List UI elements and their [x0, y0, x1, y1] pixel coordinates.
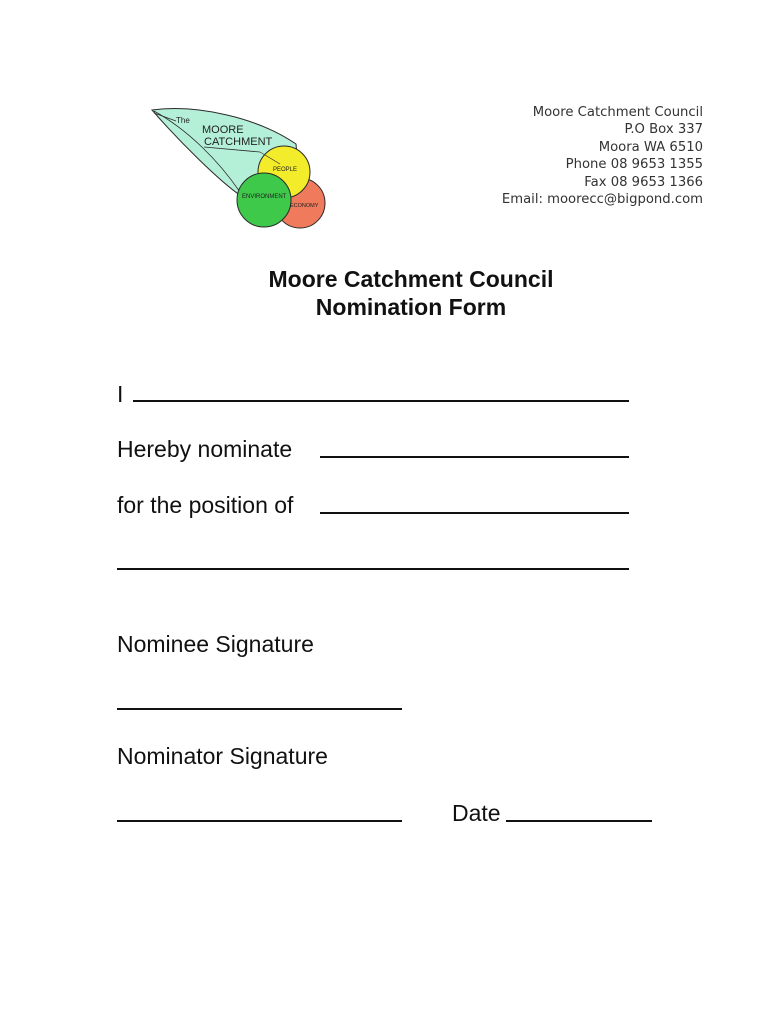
- moore-catchment-logo: [148, 100, 330, 232]
- address-fax: Fax 08 9653 1366: [584, 174, 703, 190]
- nominate-prefix: Hereby nominate: [117, 436, 293, 462]
- logo-text-environment: ENVIRONMENT: [242, 194, 287, 200]
- nominator-name-field[interactable]: [133, 400, 629, 402]
- address-po-box: P.O Box 337: [624, 122, 703, 138]
- address-org: Moore Catchment Council: [532, 105, 703, 120]
- logo-text-catchment: CATCHMENT: [204, 136, 273, 148]
- position-field-continued[interactable]: [117, 568, 629, 570]
- nominator-signature-field[interactable]: [117, 820, 402, 822]
- logo-text-economy: ECONOMY: [290, 203, 319, 209]
- address-town: Moora WA 6510: [598, 139, 703, 155]
- logo-text-moore: MOORE: [202, 124, 244, 136]
- address-phone: Phone 08 9653 1355: [565, 157, 703, 173]
- logo-text-the: The: [176, 116, 190, 125]
- position-prefix: for the position of: [117, 492, 294, 518]
- nominee-signature-field[interactable]: [117, 708, 402, 710]
- date-label: Date: [452, 800, 501, 826]
- nominee-signature-label: Nominee Signature: [117, 631, 314, 657]
- nominator-prefix: I: [117, 381, 124, 407]
- address-email: Email: moorecc@bigpond.com: [501, 192, 703, 208]
- address-block: [502, 104, 703, 208]
- logo-text-people: PEOPLE: [273, 167, 298, 173]
- environment-circle: [237, 173, 291, 227]
- form-title: [0, 265, 770, 321]
- nominator-signature-label: Nominator Signature: [117, 743, 328, 769]
- position-field[interactable]: [320, 512, 629, 514]
- nominee-name-field[interactable]: [320, 456, 629, 458]
- title-line-1: Moore Catchment Council: [268, 266, 554, 292]
- title-line-2: Nomination Form: [315, 294, 507, 320]
- date-field[interactable]: [506, 820, 652, 822]
